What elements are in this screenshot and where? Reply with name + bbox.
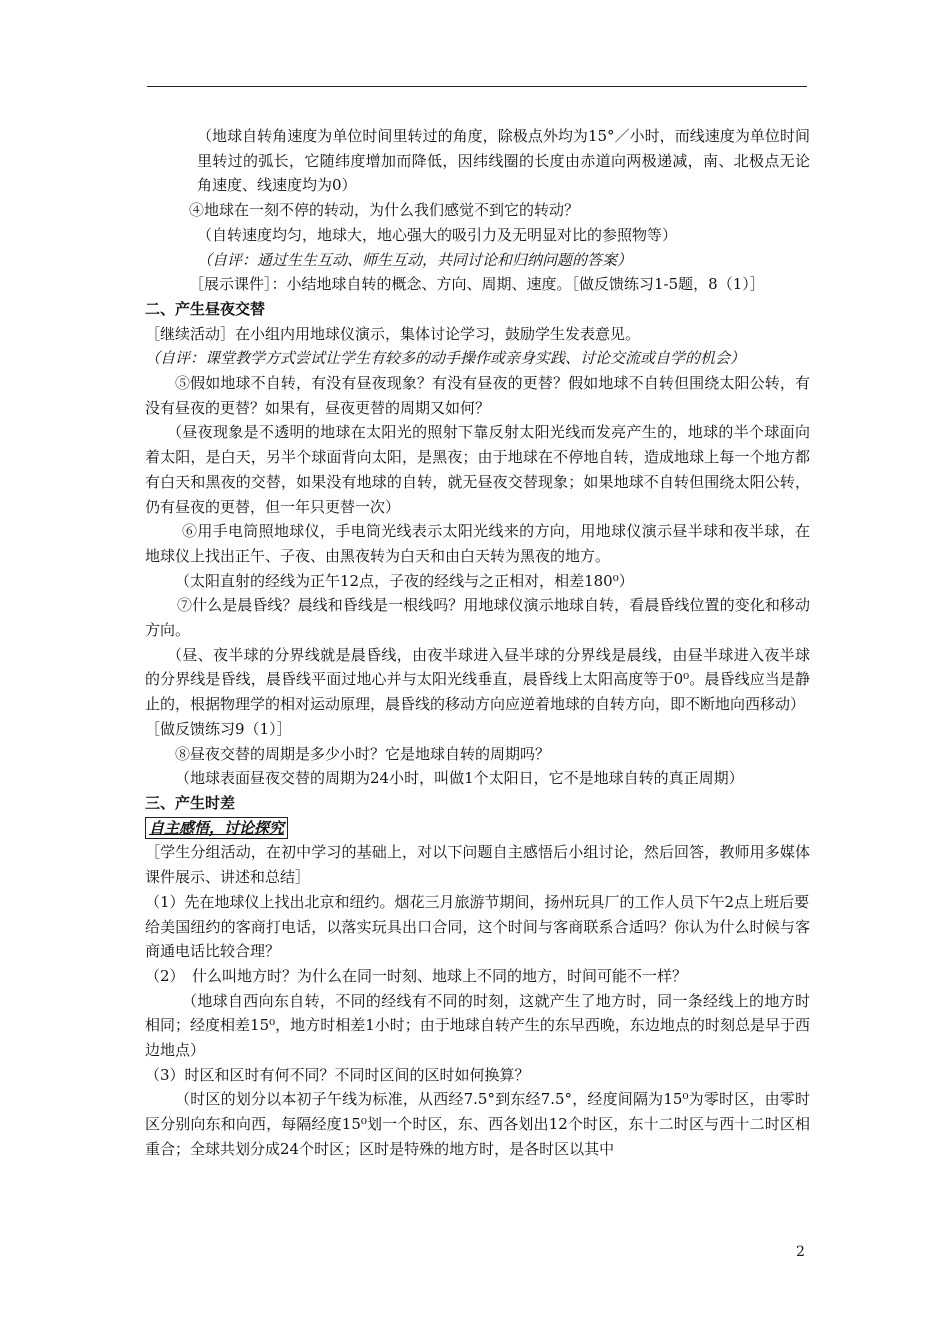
- answer-2: （地球自西向东自转，不同的经线有不同的时刻，这就产生了地方时，同一条经线上的地方时相同；经度相差15⁰，地方时相差1小时；由于地球自转产生的东早西晚，东边地点的时刻总是早于西边地点）: [145, 991, 810, 1060]
- boxed-subheading: 自主感悟，讨论探究: [145, 817, 288, 839]
- answer-8: （地球表面昼夜交替的周期为24小时，叫做1个太阳日，它不是地球自转的真正周期）: [175, 769, 744, 788]
- answer-5: （昼夜现象是不透明的地球在太阳光的照射下靠反射太阳光线而发亮产生的，地球的半个球面向着太阳，是白天，另半个球面背向太阳，是黑夜；由于地球在不停地自转，造成地球上每一个地方都有白天和黑夜的交替，如果没有地球的自转，就无昼夜交替现象；如果地球不自转但围绕太阳公转，仍有昼夜的更替，但一年只更替一次）: [145, 423, 810, 516]
- question-4: ④地球在一刻不停的转动，为什么我们感觉不到它的转动？: [189, 201, 580, 220]
- self-evaluation: （自评：通过生生互动、师生互动，共同讨论和归纳问题的答案）: [197, 250, 633, 269]
- question-2: （2） 什么叫地方时？为什么在同一时刻、地球上不同的地方，时间可能不一样？: [145, 966, 688, 985]
- answer-3: （时区的划分以本初子午线为标准，从西经7.5°到东经7.5°，经度间隔为15⁰为零时区，由零时区分别向东和向西，每隔经度15⁰划一个时区，东、西各划出12个时区，东十二时区与西十二时区相重合；全球共划分成24个时区；区时是特殊的地方时，是各时区以其中: [145, 1090, 810, 1158]
- activity-note: ［学生分组活动，在初中学习的基础上，对以下问题自主感悟后小组讨论，然后回答，教师用多媒体课件展示、讲述和总结］: [145, 843, 810, 887]
- paragraph: （地球自转角速度为单位时间里转过的角度，除极点外均为15°／小时，而线速度为单位时间里转过的弧长，它随纬度增加而降低，因纬线圈的长度由赤道向两极递减，南、北极点无论角速度、线速度均为0）: [197, 127, 810, 195]
- question-5: ⑤假如地球不自转，有没有昼夜现象？有没有昼夜的更替？假如地球不自转但围绕太阳公转，有没有昼夜的更替？如果有，昼夜更替的周期又如何？: [145, 374, 810, 417]
- question-6: ⑥用手电筒照地球仪，手电筒光线表示太阳光线来的方向，用地球仪演示昼半球和夜半球，在地球仪上找出正午、子夜、由黑夜转为白天和由白天转为黑夜的地方。: [145, 522, 810, 565]
- courseware-note: ［展示课件］：小结地球自转的概念、方向、周期、速度。［做反馈练习1-5题，8（1）］: [189, 275, 765, 294]
- self-evaluation: （自评：课堂教学方式尝试让学生有较多的动手操作或亲身实践、讨论交流或自学的机会）: [145, 349, 746, 368]
- question-1: （1）先在地球仪上找出北京和纽约。烟花三月旅游节期间，扬州玩具厂的工作人员下午2点上班后要: [145, 892, 810, 911]
- exercise-note: ［做反馈练习9（1）］: [145, 719, 292, 738]
- document-body: [145, 124, 810, 1162]
- activity-note: ［继续活动］在小组内用地球仪演示，集体讨论学习，鼓励学生发表意见。: [145, 324, 641, 343]
- header-rule: [147, 86, 807, 87]
- section-heading-3: 三、产生时差: [145, 793, 236, 812]
- page-number: 2: [796, 1244, 805, 1260]
- question-3: （3）时区和区时有何不同？不同时区间的区时如何换算？: [145, 1065, 530, 1084]
- answer-6: （太阳直射的经线为正午12点，子夜的经线与之正相对，相差180⁰）: [175, 571, 634, 590]
- question-7: ⑦什么是晨昏线？晨线和昏线是一根线吗？用地球仪演示地球自转，看晨昏线位置的变化和移动方向。: [145, 596, 810, 640]
- question-8: ⑧昼夜交替的周期是多少小时？它是地球自转的周期吗？: [175, 744, 551, 763]
- question-1-continued: 给美国纽约的客商打电话，以落实玩具出口合同，这个时间与客商联系合适吗？你认为什么时候与客商通电话比较合理？: [145, 917, 810, 961]
- section-heading-2: 二、产生昼夜交替: [145, 299, 266, 318]
- answer-4: （自转速度均匀，地球大，地心强大的吸引力及无明显对比的参照物等）: [197, 225, 678, 244]
- boxed-subheading-line: [145, 816, 810, 841]
- answer-7: （昼、夜半球的分界线就是晨昏线，由夜半球进入昼半球的分界线是晨线，由昼半球进入夜半球的分界线是昏线，晨昏线平面过地心并与太阳光线垂直，晨昏线上太阳高度等于0⁰。晨昏线应当是静止的，根据物理学的相对运动原理，晨昏线的移动方向应逆着地球的自转方向，即不断地向西移动）: [145, 645, 810, 714]
